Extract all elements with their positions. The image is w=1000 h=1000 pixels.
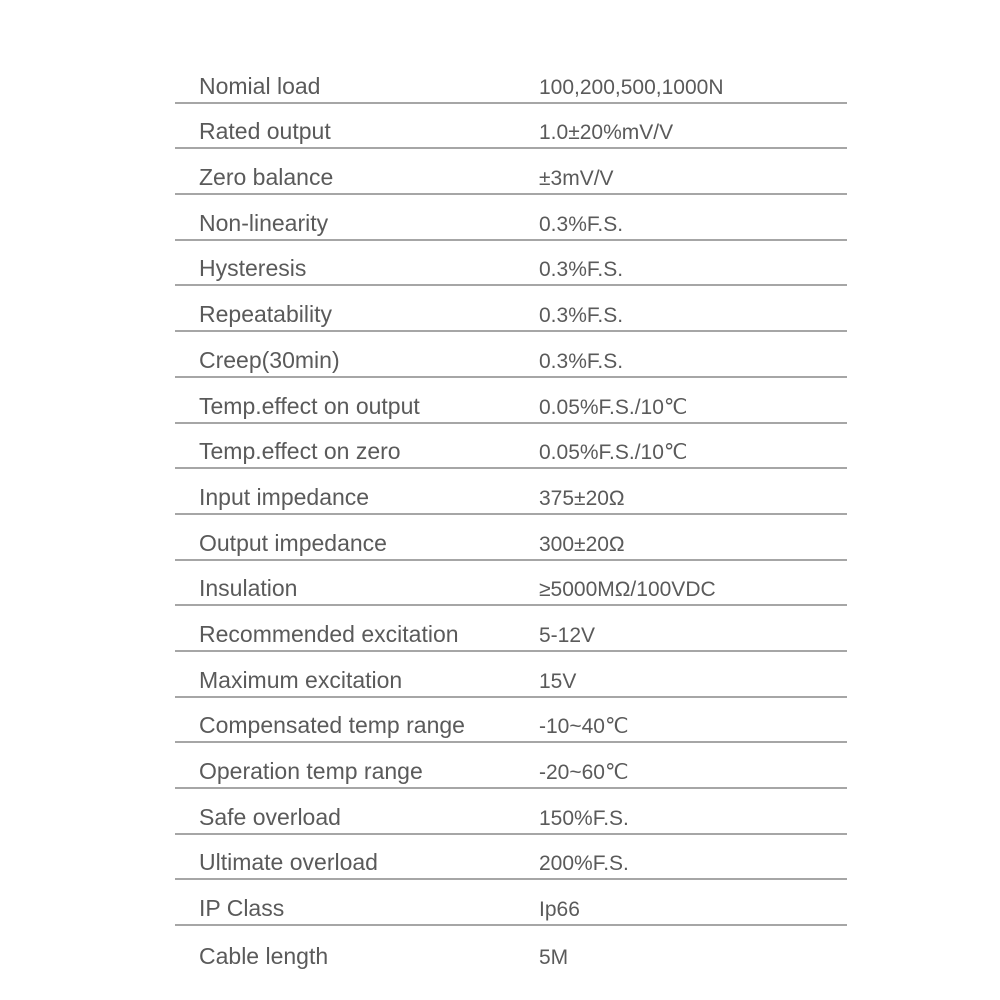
spec-value: 15V [539,669,577,693]
spec-row-non-linearity [175,195,847,241]
spec-label: Output impedance [199,529,387,556]
spec-row-repeatability [175,286,847,332]
spec-value: 0.3%F.S. [539,304,624,328]
spec-value: 150%F.S. [539,806,629,830]
spec-label: IP Class [199,895,285,922]
spec-row-temp-effect-output [175,378,847,424]
spec-label: Nomial load [199,72,321,99]
spec-label: Zero balance [199,164,334,191]
spec-value: 5-12V [539,623,596,647]
spec-row-maximum-excitation [175,652,847,698]
spec-label: Temp.effect on output [199,392,420,419]
spec-value: 0.3%F.S. [539,258,624,282]
spec-row-creep [175,332,847,378]
spec-label: Operation temp range [199,758,423,784]
spec-label: Maximum excitation [199,666,403,693]
spec-value: -10~40℃ [539,715,629,739]
spec-value: 300±20Ω [539,532,625,556]
spec-label: Input impedance [199,483,370,510]
spec-table [175,58,847,972]
spec-label: Ultimate overload [199,849,378,876]
spec-row-ip-class [175,880,847,926]
spec-row-ultimate-overload [175,835,847,881]
spec-label: Compensated temp range [199,712,465,739]
spec-value: 0.05%F.S./10℃ [539,395,688,419]
spec-row-input-impedance [175,469,847,515]
spec-row-rated-output [175,104,847,150]
spec-row-cable-length [175,926,847,972]
spec-row-compensated-temp-range [175,698,847,744]
spec-row-recommended-excitation [175,606,847,652]
spec-value: -20~60℃ [539,761,629,784]
spec-label: Temp.effect on zero [199,438,401,465]
spec-label: Cable length [199,942,329,969]
spec-row-operation-temp-range [175,743,847,789]
spec-label: Repeatability [199,301,332,328]
spec-label: Creep(30min) [199,346,340,373]
spec-label: Safe overload [199,803,341,830]
spec-value: 5M [539,945,569,969]
spec-label: Non-linearity [199,209,329,236]
spec-label: Recommended excitation [199,620,459,647]
spec-row-insulation [175,561,847,607]
spec-row-nominal-load [175,58,847,104]
spec-row-hysteresis [175,241,847,287]
spec-row-safe-overload [175,789,847,835]
spec-value: ≥5000MΩ/100VDC [539,578,716,602]
spec-value: 0.3%F.S. [539,212,624,236]
spec-row-zero-balance [175,149,847,195]
spec-value: 0.3%F.S. [539,349,624,373]
spec-value: 0.05%F.S./10℃ [539,441,688,465]
spec-label: Hysteresis [199,255,307,282]
spec-value: 200%F.S. [539,852,629,876]
spec-label: Insulation [199,575,298,602]
spec-value: 100,200,500,1000N [539,75,724,99]
spec-value: ±3mV/V [539,167,614,191]
spec-value: 1.0±20%mV/V [539,121,674,145]
spec-label: Rated output [199,118,331,145]
spec-row-output-impedance [175,515,847,561]
spec-value: Ip66 [539,898,580,922]
spec-value: 375±20Ω [539,486,625,510]
spec-row-temp-effect-zero [175,424,847,470]
